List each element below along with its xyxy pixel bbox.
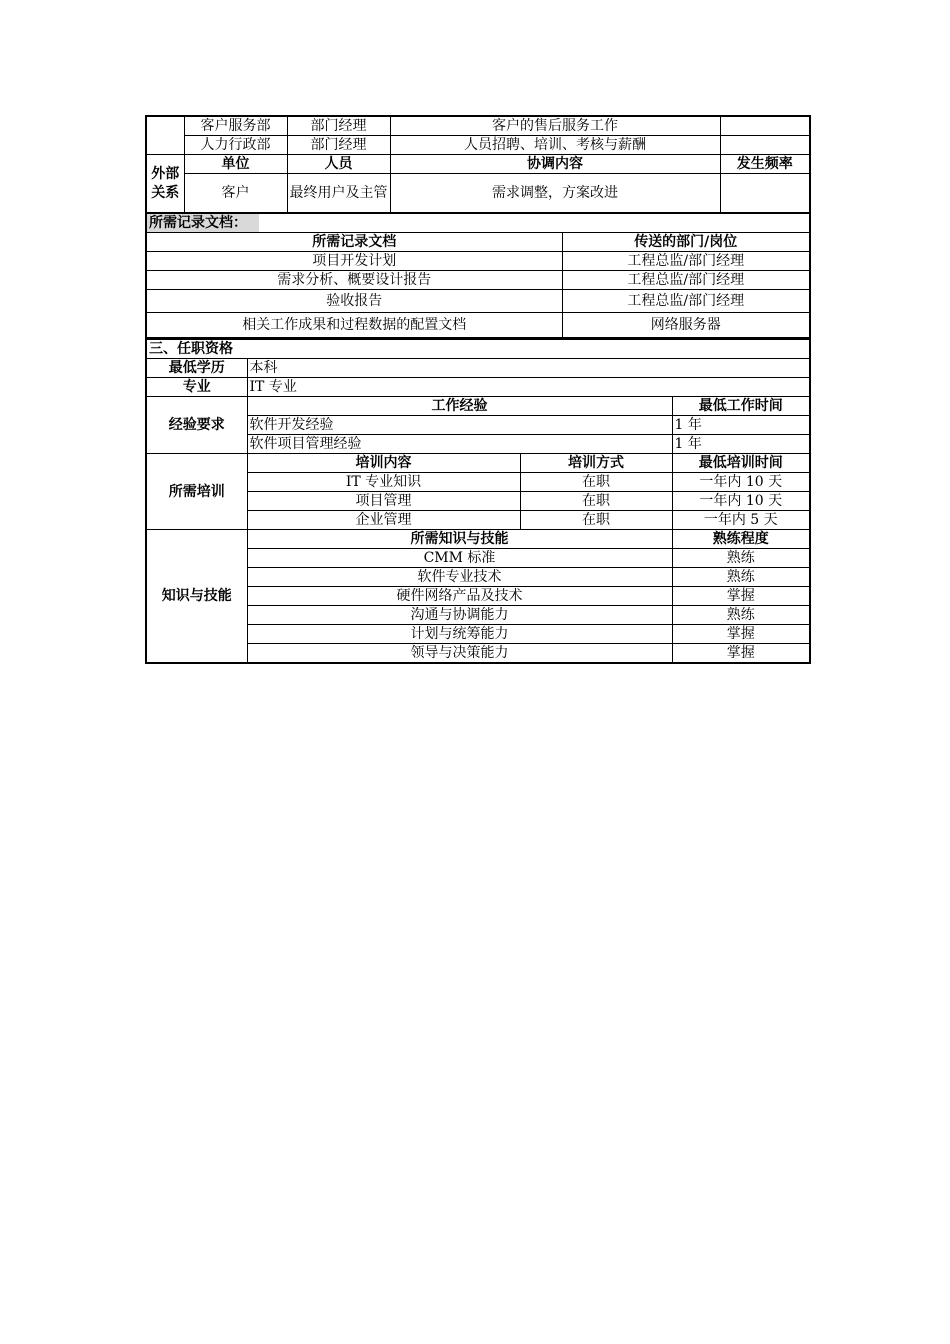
internal-content: 客户的售后服务工作 xyxy=(390,116,720,136)
external-header-freq: 发生频率 xyxy=(720,155,810,174)
skills-header-level: 熟练程度 xyxy=(672,530,810,549)
training-time: 一年内 10 天 xyxy=(672,492,810,511)
skills-header-skill: 所需知识与技能 xyxy=(247,530,672,549)
training-content: IT 专业知识 xyxy=(247,473,520,492)
table-row xyxy=(146,313,810,339)
records-dept: 网络服务器 xyxy=(562,313,810,339)
table-row xyxy=(146,214,810,233)
skills-label: 知识与技能 xyxy=(146,530,247,664)
training-time: 一年内 10 天 xyxy=(672,473,810,492)
records-header-doc: 所需记录文档 xyxy=(146,233,562,252)
skill-level: 熟练 xyxy=(672,568,810,587)
records-dept: 工程总监/部门经理 xyxy=(562,271,810,290)
internal-person: 部门经理 xyxy=(287,136,390,155)
table-row xyxy=(146,378,810,397)
training-content: 项目管理 xyxy=(247,492,520,511)
table-row xyxy=(146,136,810,155)
skill-name: 领导与决策能力 xyxy=(247,644,672,664)
records-title: 所需记录文档： xyxy=(147,214,259,232)
records-doc: 需求分析、概要设计报告 xyxy=(146,271,562,290)
table-row xyxy=(146,530,810,549)
external-header-content: 协调内容 xyxy=(390,155,720,174)
skill-level: 熟练 xyxy=(672,606,810,625)
external-header-unit: 单位 xyxy=(184,155,287,174)
internal-unit: 客户服务部 xyxy=(184,116,287,136)
training-mode: 在职 xyxy=(520,473,672,492)
education-value: 本科 xyxy=(247,359,810,378)
skill-name: CMM 标准 xyxy=(247,549,672,568)
training-label: 所需培训 xyxy=(146,454,247,530)
records-header-dept: 传送的部门/岗位 xyxy=(562,233,810,252)
records-title-cell xyxy=(146,214,810,233)
experience-header-item: 工作经验 xyxy=(247,397,672,416)
major-label: 专业 xyxy=(146,378,247,397)
internal-content: 人员招聘、培训、考核与薪酬 xyxy=(390,136,720,155)
table-row xyxy=(146,290,810,313)
external-content: 需求调整，方案改进 xyxy=(390,174,720,213)
records-doc: 相关工作成果和过程数据的配置文档 xyxy=(146,313,562,339)
table-row xyxy=(146,271,810,290)
job-description-document xyxy=(145,115,809,664)
external-header-person: 人员 xyxy=(287,155,390,174)
major-value: IT 专业 xyxy=(247,378,810,397)
table-row xyxy=(146,454,810,473)
table-row xyxy=(146,155,810,174)
external-freq xyxy=(720,174,810,213)
experience-time: 1 年 xyxy=(672,416,810,435)
skill-level: 掌握 xyxy=(672,625,810,644)
training-header-time: 最低培训时间 xyxy=(672,454,810,473)
skill-level: 掌握 xyxy=(672,587,810,606)
training-header-mode: 培训方式 xyxy=(520,454,672,473)
records-doc: 项目开发计划 xyxy=(146,252,562,271)
skill-name: 沟通与协调能力 xyxy=(247,606,672,625)
skill-name: 硬件网络产品及技术 xyxy=(247,587,672,606)
table-row xyxy=(146,116,810,136)
experience-item: 软件开发经验 xyxy=(247,416,672,435)
experience-item: 软件项目管理经验 xyxy=(247,435,672,454)
skill-name: 计划与统筹能力 xyxy=(247,625,672,644)
internal-label-cell xyxy=(146,116,184,155)
training-mode: 在职 xyxy=(520,511,672,530)
relations-table xyxy=(145,115,811,213)
training-time: 一年内 5 天 xyxy=(672,511,810,530)
records-table xyxy=(145,213,811,339)
skill-level: 熟练 xyxy=(672,549,810,568)
experience-header-time: 最低工作时间 xyxy=(672,397,810,416)
records-doc: 验收报告 xyxy=(146,290,562,313)
external-person: 最终用户及主管 xyxy=(287,174,390,213)
internal-person: 部门经理 xyxy=(287,116,390,136)
internal-unit: 人力行政部 xyxy=(184,136,287,155)
skill-level: 掌握 xyxy=(672,644,810,664)
training-content: 企业管理 xyxy=(247,511,520,530)
training-header-content: 培训内容 xyxy=(247,454,520,473)
external-relations-label: 外部关系 xyxy=(146,155,184,213)
experience-time: 1 年 xyxy=(672,435,810,454)
qualification-table xyxy=(145,339,811,664)
external-unit: 客户 xyxy=(184,174,287,213)
records-dept: 工程总监/部门经理 xyxy=(562,290,810,313)
training-mode: 在职 xyxy=(520,492,672,511)
skill-name: 软件专业技术 xyxy=(247,568,672,587)
experience-label: 经验要求 xyxy=(146,397,247,454)
internal-freq xyxy=(720,116,810,136)
table-row xyxy=(146,174,810,213)
table-row xyxy=(146,252,810,271)
records-dept: 工程总监/部门经理 xyxy=(562,252,810,271)
table-row xyxy=(146,397,810,416)
table-row xyxy=(146,359,810,378)
qualification-title: 三、任职资格 xyxy=(146,340,810,359)
table-row xyxy=(146,340,810,359)
internal-freq xyxy=(720,136,810,155)
table-row xyxy=(146,233,810,252)
education-label: 最低学历 xyxy=(146,359,247,378)
